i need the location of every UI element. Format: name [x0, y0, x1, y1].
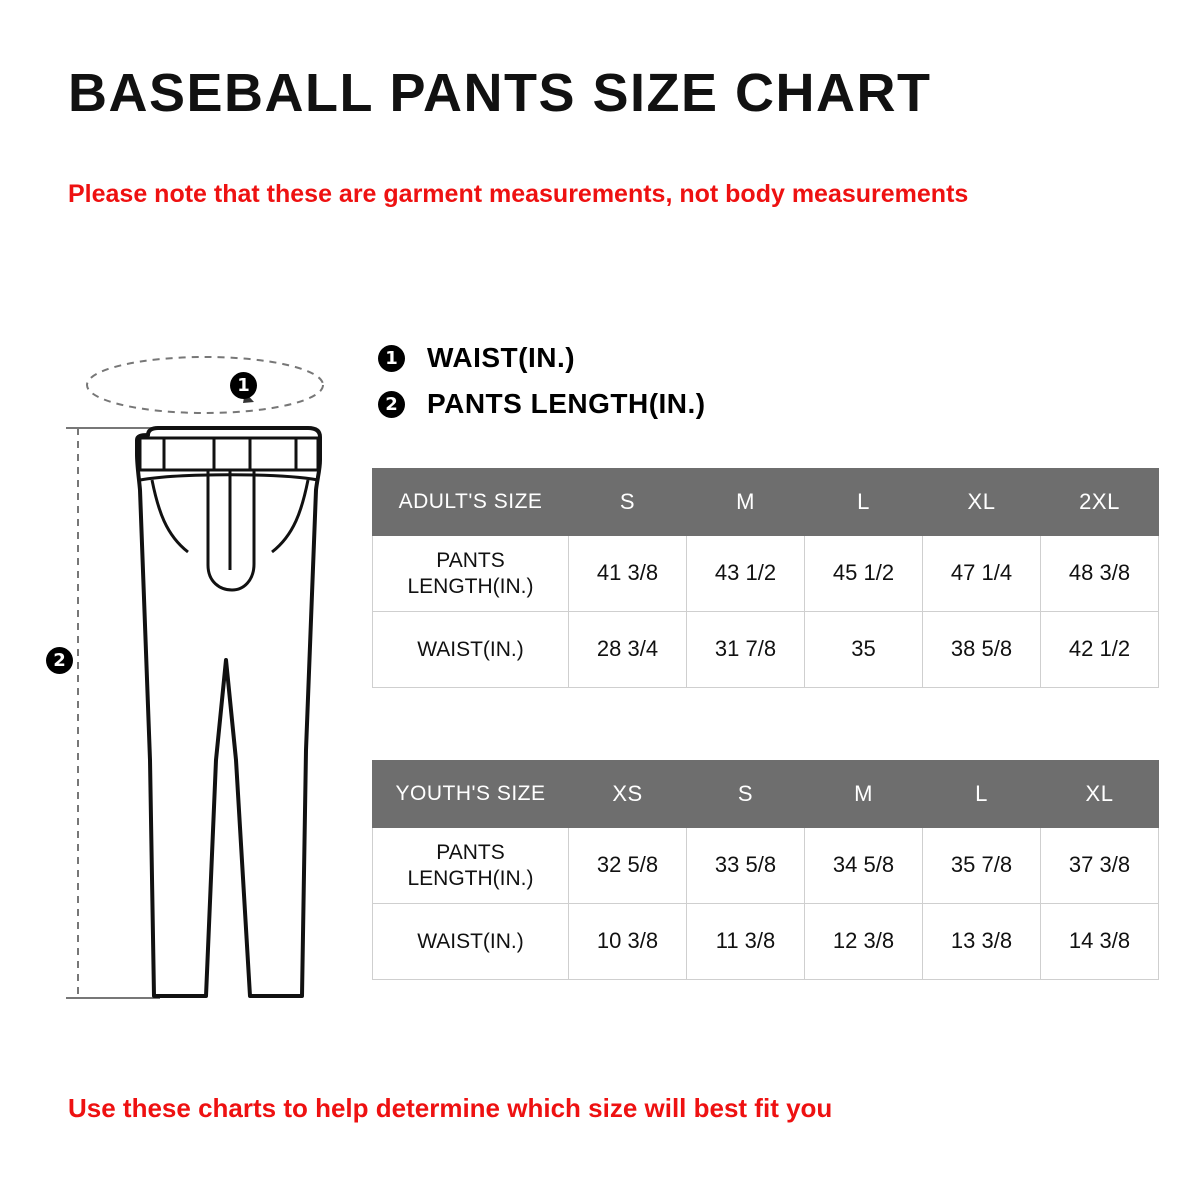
adult-col-l: L	[805, 469, 923, 536]
youth-size-table	[372, 760, 1159, 980]
youth-waist-m: 12 3/8	[805, 904, 923, 980]
adult-waist-l: 35	[805, 612, 923, 688]
illustration-length-marker: 2	[46, 647, 73, 674]
adult-pants-length-m: 43 1/2	[687, 536, 805, 612]
waist-measure-ellipse	[87, 357, 323, 413]
legend-item-waist	[378, 335, 706, 381]
youth-col-xl: XL	[1041, 761, 1159, 828]
table-row	[373, 904, 1159, 980]
youth-size-corner-label: YOUTH'S SIZE	[373, 761, 569, 828]
table-header-row	[373, 761, 1159, 828]
table-row	[373, 612, 1159, 688]
adult-waist-s: 28 3/4	[569, 612, 687, 688]
youth-waist-xl: 14 3/8	[1041, 904, 1159, 980]
adult-size-table	[372, 468, 1159, 688]
youth-col-m: M	[805, 761, 923, 828]
youth-pants-length-xl: 37 3/8	[1041, 828, 1159, 904]
adult-waist-m: 31 7/8	[687, 612, 805, 688]
adult-pants-length-l: 45 1/2	[805, 536, 923, 612]
legend-label-waist: WAIST(IN.)	[427, 342, 576, 373]
youth-pants-length-xs: 32 5/8	[569, 828, 687, 904]
youth-waist-l: 13 3/8	[923, 904, 1041, 980]
youth-waist-xs: 10 3/8	[569, 904, 687, 980]
table-row	[373, 536, 1159, 612]
youth-col-xs: XS	[569, 761, 687, 828]
pants-diagram-svg	[40, 330, 370, 1020]
illustration-waist-marker: 1	[230, 372, 257, 399]
youth-pants-length-s: 33 5/8	[687, 828, 805, 904]
adult-row-label-pants-length: PANTS LENGTH(IN.)	[373, 536, 569, 612]
adult-size-corner-label: ADULT'S SIZE	[373, 469, 569, 536]
legend-item-pants-length	[378, 381, 706, 427]
number-two-icon: 2	[378, 391, 405, 418]
table-header-row	[373, 469, 1159, 536]
adult-pants-length-xl: 47 1/4	[923, 536, 1041, 612]
size-help-note: Use these charts to help determine which size will best fit you	[68, 1093, 833, 1123]
adult-waist-xl: 38 5/8	[923, 612, 1041, 688]
table-row	[373, 828, 1159, 904]
youth-waist-s: 11 3/8	[687, 904, 805, 980]
garment-measurement-note: Please note that these are garment measurements, not body measurements	[68, 180, 969, 208]
adult-col-m: M	[687, 469, 805, 536]
measurement-legend	[378, 335, 706, 427]
youth-row-label-waist: WAIST(IN.)	[373, 904, 569, 980]
adult-col-xl: XL	[923, 469, 1041, 536]
youth-col-l: L	[923, 761, 1041, 828]
adult-col-s: S	[569, 469, 687, 536]
number-one-icon: 1	[378, 345, 405, 372]
youth-pants-length-l: 35 7/8	[923, 828, 1041, 904]
page-title: BASEBALL PANTS SIZE CHART	[68, 63, 932, 123]
adult-pants-length-s: 41 3/8	[569, 536, 687, 612]
youth-col-s: S	[687, 761, 805, 828]
pants-illustration	[40, 330, 370, 1020]
youth-pants-length-m: 34 5/8	[805, 828, 923, 904]
adult-col-2xl: 2XL	[1041, 469, 1159, 536]
adult-waist-2xl: 42 1/2	[1041, 612, 1159, 688]
youth-row-label-pants-length: PANTS LENGTH(IN.)	[373, 828, 569, 904]
adult-row-label-waist: WAIST(IN.)	[373, 612, 569, 688]
legend-label-pants-length: PANTS LENGTH(IN.)	[427, 388, 706, 419]
adult-pants-length-2xl: 48 3/8	[1041, 536, 1159, 612]
